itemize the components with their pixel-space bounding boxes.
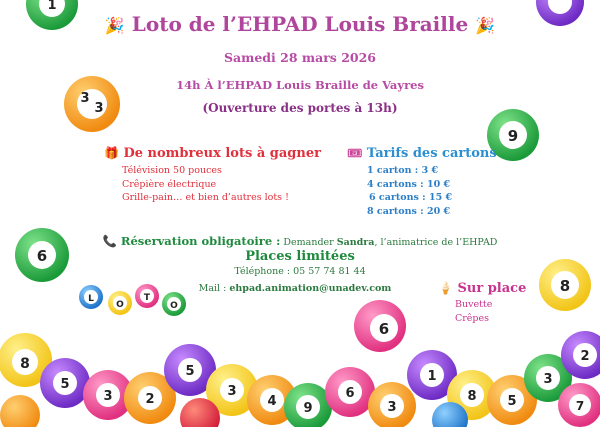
ball-number: 1 <box>47 0 57 13</box>
svg-text:6: 6 <box>345 386 355 401</box>
tarifs-section <box>347 146 497 218</box>
gift-icon: 🎁 <box>104 146 119 160</box>
svg-text:1: 1 <box>427 369 437 384</box>
page-title <box>0 12 600 36</box>
tarif-item: 6 cartons : 15 € <box>369 192 453 203</box>
svg-text:8: 8 <box>467 389 477 404</box>
svg-text:O: O <box>170 301 178 311</box>
sur-place-item: Buvette <box>455 299 493 310</box>
ball-number: 3 <box>94 101 104 116</box>
bottom-ball-pile <box>0 331 600 427</box>
sur-place-section <box>438 281 526 325</box>
svg-text:4: 4 <box>267 394 277 409</box>
mail-address: ehpad.animation@unadev.com <box>229 283 392 294</box>
title-text: Loto de l’EHPAD Louis Braille <box>131 12 469 36</box>
svg-text:T: T <box>143 293 151 303</box>
svg-text:O: O <box>116 300 124 310</box>
svg-text:3: 3 <box>103 389 113 404</box>
svg-text:3: 3 <box>543 372 553 387</box>
svg-text:2: 2 <box>145 392 155 407</box>
svg-text:9: 9 <box>303 401 313 416</box>
tarif-item: 1 carton : 3 € <box>367 165 439 176</box>
svg-text:7: 7 <box>575 399 585 413</box>
svg-text:3: 3 <box>80 91 90 106</box>
mail-line: Mail : ehpad.animation@unadev.com <box>198 283 392 294</box>
svg-text:8: 8 <box>20 356 30 372</box>
party-popper-icon: 🎉 <box>104 16 125 35</box>
event-date: Samedi 28 mars 2026 <box>224 50 376 65</box>
svg-text:2: 2 <box>580 349 590 364</box>
places-limitees: Places limitées <box>245 249 355 264</box>
lot-item: Grille-pain… et bien d’autres lots ! <box>122 192 289 203</box>
party-popper-icon: 🎉 <box>475 16 496 35</box>
ball-number: 8 <box>559 277 571 295</box>
sur-place-item: Crêpes <box>455 312 490 324</box>
svg-text:L: L <box>88 294 94 304</box>
sur-place-title: 🍦 Sur place <box>438 281 527 296</box>
svg-text:5: 5 <box>507 394 517 409</box>
tarif-item: 8 cartons : 20 € <box>367 205 451 217</box>
doors-opening: (Ouverture des portes à 13h) <box>202 101 398 115</box>
lot-item: Télévision 50 pouces <box>122 165 222 176</box>
event-time-place: 14h À l’EHPAD Louis Braille de Vayres <box>176 78 424 92</box>
tarif-item: 4 cartons : 10 € <box>367 178 451 190</box>
svg-text:5: 5 <box>185 364 195 379</box>
reservation-line: 📞 Réservation obligatoire : Demander Sandra, l’animatrice de l’EHPAD <box>102 234 498 248</box>
svg-text:3: 3 <box>387 400 397 415</box>
phone-number: 05 57 74 81 44 <box>293 266 366 277</box>
tarifs-title: 🎟 Tarifs des cartons <box>347 146 497 161</box>
ball-mid-6 <box>354 300 406 352</box>
ball-number: 9 <box>507 127 519 145</box>
ball-number: 6 <box>36 247 48 265</box>
lot-item: Crêpière électrique <box>122 178 217 190</box>
phone-line: Téléphone : 05 57 74 81 44 <box>234 266 366 277</box>
ball-number: 6 <box>378 320 390 338</box>
lots-section <box>104 146 321 205</box>
ticket-icon: 🎟 <box>347 146 363 160</box>
svg-text:3: 3 <box>227 384 237 399</box>
lots-title: 🎁 De nombreux lots à gagner <box>104 146 321 161</box>
phone-icon: 📞 <box>102 234 117 248</box>
ice-cream-icon: 🍦 <box>438 281 453 295</box>
svg-text:5: 5 <box>60 377 70 392</box>
